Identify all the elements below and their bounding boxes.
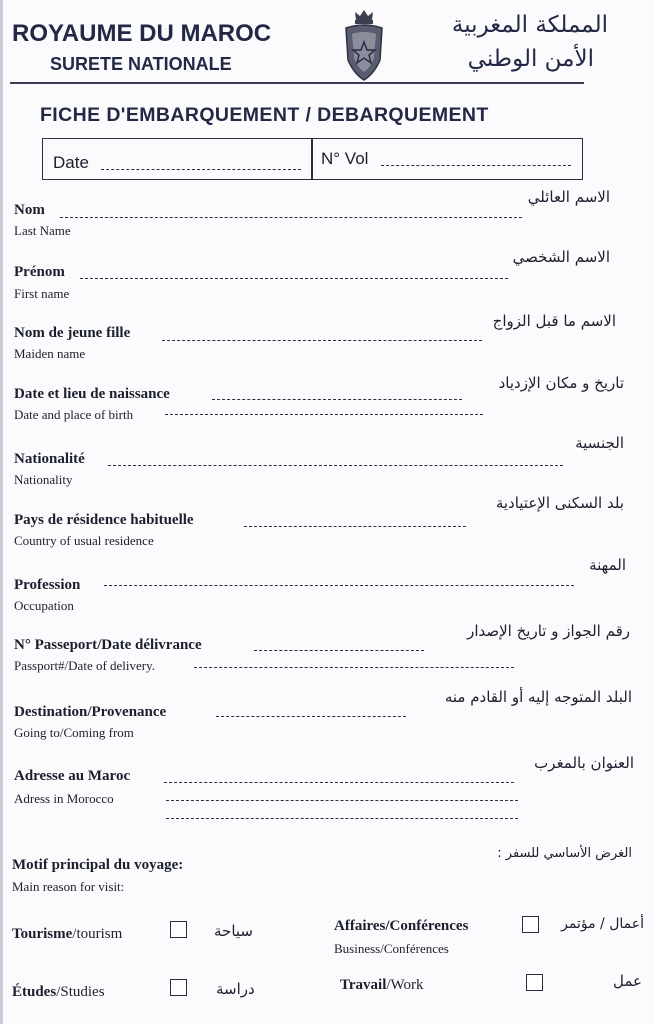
option-business-ar: أعمال / مؤتمر — [561, 916, 644, 932]
address-field-line3[interactable] — [166, 818, 518, 819]
option-tourism-fr: Tourisme — [12, 926, 73, 942]
address-label-ar: العنوان بالمغرب — [534, 754, 634, 772]
form-title: FICHE D'EMBARQUEMENT / DEBARQUEMENT — [40, 104, 489, 126]
last-name-field[interactable] — [60, 217, 522, 218]
birth-date-place-field[interactable] — [212, 399, 462, 400]
residence-country-field[interactable] — [244, 526, 466, 527]
option-business-en: Business/Conférences — [334, 941, 449, 956]
first-name-field[interactable] — [80, 278, 508, 279]
option-tourism — [12, 926, 122, 943]
address-label-en: Adress in Morocco — [14, 791, 114, 806]
profession-label-ar: المهنة — [589, 556, 626, 574]
option-tourism-ar: سياحة — [214, 922, 253, 940]
page-left-shadow — [0, 0, 3, 1024]
agency-title: SURETE NATIONALE — [50, 54, 232, 74]
profession-label-en: Occupation — [14, 598, 74, 613]
destination-label: Destination/Provenance — [14, 704, 167, 720]
last-name-label-en: Last Name — [14, 223, 71, 238]
maiden-name-label-ar: الاسم ما قبل الزواج — [492, 312, 616, 330]
birth-date-place-field-line2[interactable] — [165, 414, 483, 415]
passport-field-line2[interactable] — [194, 667, 514, 668]
work-checkbox[interactable] — [526, 974, 543, 991]
option-work-en: /Work — [386, 977, 424, 993]
destination-field[interactable] — [216, 716, 406, 717]
maiden-name-label: Nom de jeune fille — [14, 325, 131, 341]
maiden-name-label-en: Maiden name — [14, 346, 86, 361]
birth-date-place-label-en: Date and place of birth — [14, 407, 134, 422]
business-checkbox[interactable] — [522, 916, 539, 933]
passport-label-ar: رقم الجواز و تاريخ الإصدار — [467, 622, 630, 640]
option-studies — [12, 984, 105, 1001]
passport-label: N° Passeport/Date délivrance — [14, 637, 202, 653]
passport-label-en: Passport#/Date of delivery. — [14, 658, 156, 673]
profession-label: Profession — [14, 577, 81, 593]
reason-label-en: Main reason for visit: — [12, 879, 125, 894]
first-name-label: Prénom — [14, 264, 65, 280]
nationality-label-en: Nationality — [14, 472, 73, 487]
agency-title-ar: الأمن الوطني — [467, 46, 594, 72]
address-field[interactable] — [164, 782, 514, 783]
tourism-checkbox[interactable] — [170, 921, 187, 938]
nationality-label: Nationalité — [14, 451, 85, 467]
date-field[interactable] — [101, 169, 301, 170]
destination-label-ar: البلد المتوجه إليه أو القادم منه — [444, 688, 632, 706]
nationality-field[interactable] — [108, 465, 563, 466]
address-label: Adresse au Maroc — [14, 768, 131, 784]
first-name-label-ar: الاسم الشخصي — [512, 248, 610, 266]
header-divider — [10, 82, 584, 84]
address-field-line2[interactable] — [166, 800, 518, 801]
birth-date-place-label-ar: تاريخ و مكان الإزدياد — [498, 374, 624, 392]
studies-checkbox[interactable] — [170, 979, 187, 996]
date-flight-box — [42, 138, 583, 180]
option-work-fr: Travail — [340, 977, 387, 993]
maiden-name-field[interactable] — [162, 340, 482, 341]
first-name-label-en: First name — [14, 286, 70, 301]
last-name-label: Nom — [14, 202, 45, 218]
profession-field[interactable] — [104, 585, 574, 586]
residence-country-label-ar: بلد السكنى الإعتيادية — [495, 494, 624, 512]
residence-country-label: Pays de résidence habituelle — [14, 512, 194, 528]
flight-number-field[interactable] — [381, 165, 571, 166]
option-business-fr: Affaires/Conférences — [334, 918, 469, 934]
reason-label: Motif principal du voyage: — [12, 857, 184, 873]
royal-coat-of-arms-icon — [340, 8, 388, 86]
option-work — [340, 977, 424, 994]
kingdom-title-ar: المملكة المغربية — [451, 12, 608, 38]
box-separator — [311, 138, 313, 179]
nationality-label-ar: الجنسية — [575, 434, 624, 452]
option-studies-fr: Études — [12, 984, 57, 1000]
option-tourism-en: /tourism — [72, 926, 123, 942]
kingdom-title: ROYAUME DU MAROC — [12, 20, 272, 47]
residence-country-label-en: Country of usual residence — [14, 533, 154, 548]
date-label: Date — [53, 153, 89, 172]
option-work-ar: عمل — [613, 972, 642, 990]
option-studies-en: /Studies — [56, 984, 105, 1000]
birth-date-place-label: Date et lieu de naissance — [14, 386, 170, 402]
option-studies-ar: دراسة — [216, 980, 255, 998]
reason-label-ar: الغرض الأساسي للسفر : — [497, 846, 632, 861]
last-name-label-ar: الاسم العائلي — [527, 188, 610, 206]
destination-label-en: Going to/Coming from — [14, 725, 134, 740]
passport-field[interactable] — [254, 650, 424, 651]
flight-number-label: N° Vol — [321, 149, 369, 168]
